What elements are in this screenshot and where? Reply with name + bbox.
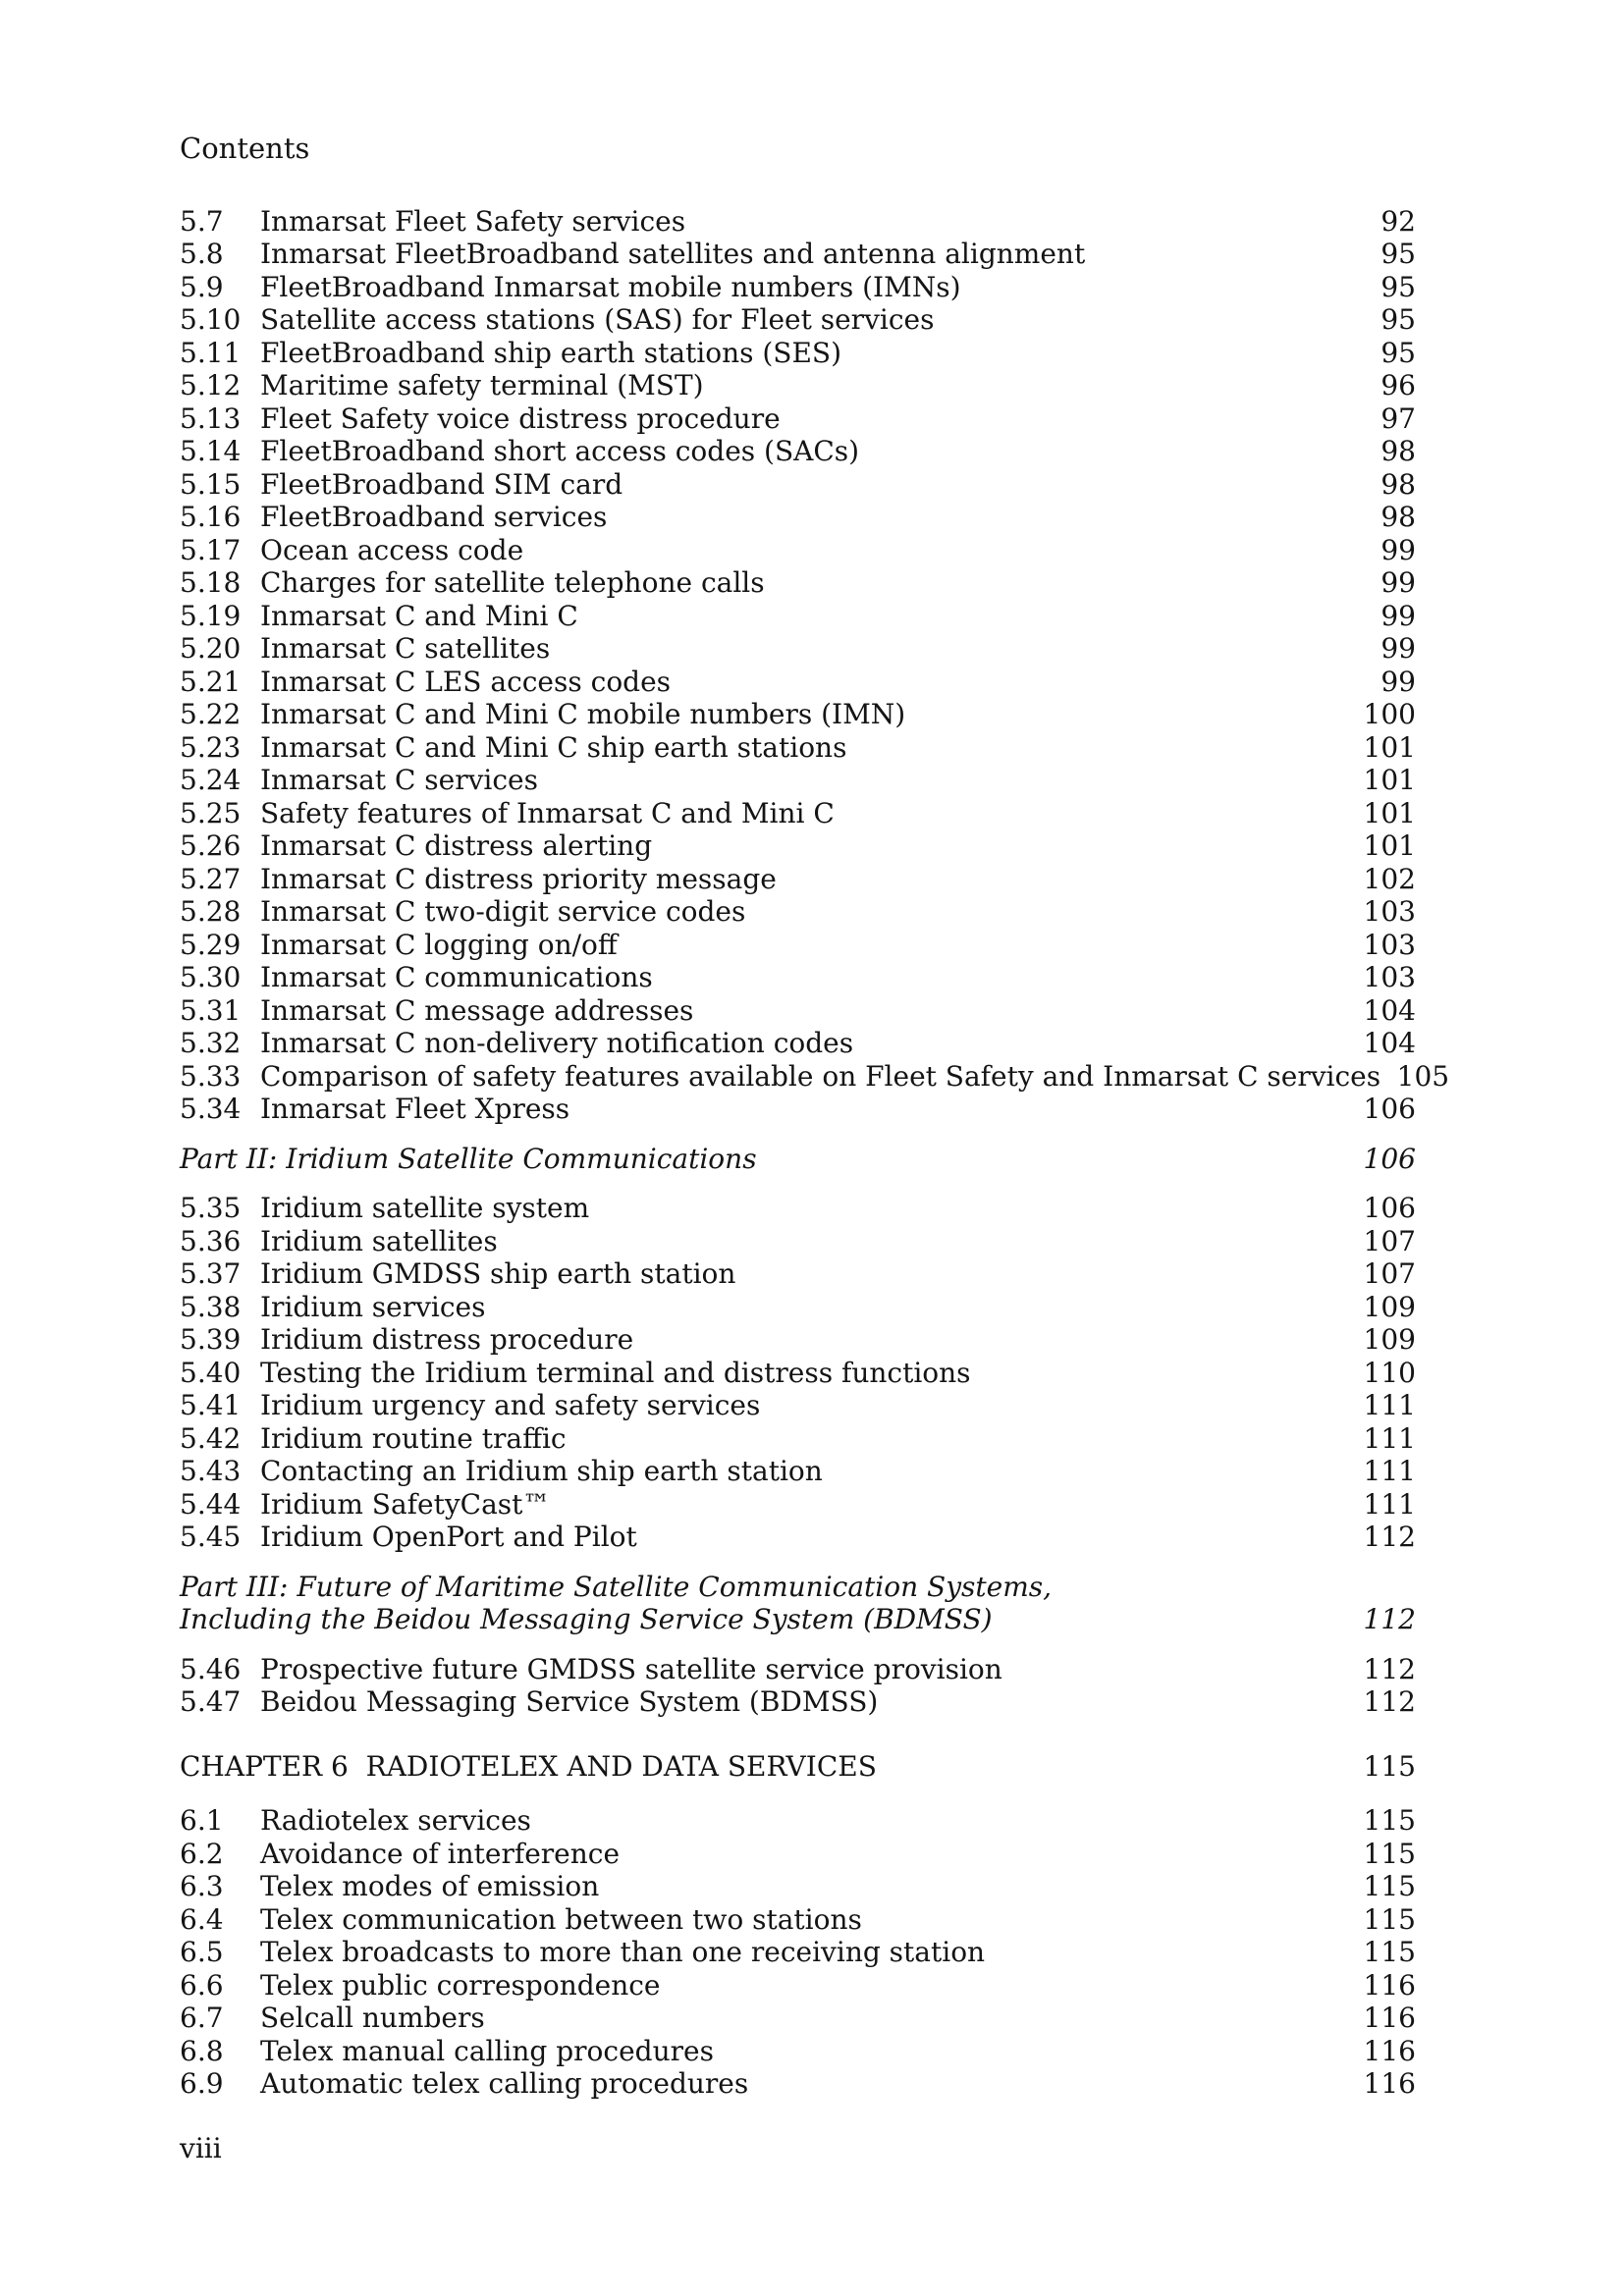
toc-entry [180,1225,1416,1258]
toc-entry-number: 6.3 [180,1870,224,1902]
toc-entry [180,1804,1416,1838]
toc-chapter-heading-title: CHAPTER 6 RADIOTELEX AND DATA SERVICES [180,1749,877,1783]
toc-entry-page: 116 [1363,2034,1416,2067]
toc-entry-number: 5.44 [180,1487,242,1521]
toc-entry-number: 5.36 [180,1224,242,1257]
toc-entry-page: 115 [1363,1804,1416,1837]
toc-entry-number: 5.12 [180,369,242,401]
toc-part-heading-page: 112 [1363,1603,1416,1635]
toc-part-heading-page: 106 [1363,1142,1416,1175]
toc-entry-page: 110 [1363,1356,1416,1389]
toc-entry-title: Inmarsat C distress alerting [260,829,653,862]
toc-entry-number: 5.15 [180,467,242,501]
toc-entry-number: 6.6 [180,1968,224,2002]
toc-entry-page: 105 [1396,1059,1450,1093]
toc-entry-page: 92 [1380,204,1416,238]
toc-entry [180,1323,1416,1357]
toc-part-heading-title [180,1571,1347,1636]
toc-entry-title: Inmarsat C distress priority message [260,862,777,895]
toc-entry [180,1422,1416,1456]
toc-entry-title: FleetBroadband services [260,501,608,533]
toc-entry [180,994,1416,1028]
toc-entry-title: Safety features of Inmarsat C and Mini C [260,796,835,829]
toc-entry [180,698,1416,731]
toc-entry-title: Inmarsat C logging on/off [260,928,618,961]
toc-entry [180,1521,1416,1554]
toc-entry-title: Ocean access code [260,533,524,566]
toc-entry-number: 6.1 [180,1804,224,1837]
toc-entry-title: Satellite access stations (SAS) for Fleet services [260,303,935,336]
toc-entry-title: Inmarsat Fleet Safety services [260,204,686,238]
toc-entry-page: 103 [1363,928,1416,961]
toc-entry-page: 116 [1363,2067,1416,2100]
toc-entry [180,863,1416,896]
toc-entry-number: 5.46 [180,1652,242,1685]
toc-entry-title: Inmarsat C and Mini C [260,599,578,632]
toc-entry-number: 5.8 [180,238,224,270]
toc-entry [180,797,1416,830]
toc-entry-title: Contacting an Iridium ship earth station [260,1455,823,1487]
toc-entry-title: Iridium routine traffic [260,1421,567,1455]
toc-entry-title: Inmarsat C non-delivery notification codes [260,1027,854,1059]
toc-entry [180,1357,1416,1390]
toc-entry-page: 115 [1363,1837,1416,1870]
toc-entry-title: Avoidance of interference [260,1837,621,1870]
toc-entry [180,929,1416,962]
toc-entry-page: 106 [1363,1093,1416,1125]
toc-entry-page: 103 [1363,895,1416,928]
toc-entry-page: 115 [1363,1936,1416,1968]
toc-entry-title: Iridium urgency and safety services [260,1389,761,1421]
toc-entry-number: 5.29 [180,928,242,961]
toc-entry-page: 111 [1363,1389,1416,1421]
toc-part-heading-title [180,1143,1347,1176]
toc-entry-title: Radiotelex services [260,1804,531,1837]
toc-entry-title: Telex modes of emission [260,1870,600,1902]
toc-entry-page: 116 [1363,2002,1416,2034]
toc-entry-title: FleetBroadband Inmarsat mobile numbers (IMNs) [260,270,961,303]
toc-entry [180,731,1416,765]
toc-entry [180,1059,1450,1094]
toc-entry-title: Inmarsat C and Mini C ship earth stations [260,730,847,764]
toc-entry [180,501,1416,534]
toc-entry-number: 5.25 [180,796,242,829]
toc-entry-number: 5.22 [180,698,242,730]
toc-entry-page: 95 [1380,303,1416,336]
toc-entry [180,961,1416,994]
toc-entry [180,829,1416,863]
toc-entry-title: Comparison of safety features available on Fleet Safety and Inmarsat C services [260,1059,1381,1093]
toc-entry-number: 5.43 [180,1455,242,1487]
toc-entry-page: 99 [1380,665,1416,698]
toc-entry-page: 111 [1363,1487,1416,1521]
toc-entry-number: 5.18 [180,566,242,599]
toc-entry [180,1455,1416,1488]
toc-entry-page: 115 [1363,1870,1416,1902]
toc-entry-page: 111 [1363,1421,1416,1455]
toc-entry-title: Inmarsat Fleet Xpress [260,1093,570,1125]
toc-entry [180,337,1416,370]
toc-entry-number: 5.20 [180,632,242,665]
toc-chapter-heading [180,1750,1416,1784]
toc-entry-title: Inmarsat C and Mini C mobile numbers (IMN) [260,698,906,730]
toc-entry-page: 103 [1363,961,1416,993]
toc-entry-page: 116 [1363,1968,1416,2002]
toc-entry-title: Maritime safety terminal (MST) [260,369,704,401]
toc-entry-page: 112 [1363,1685,1416,1718]
toc-entry-number: 5.27 [180,862,242,895]
toc-entry [180,534,1416,567]
toc-entry-title: Iridium satellites [260,1224,498,1257]
toc-entry-page: 96 [1380,369,1416,401]
toc-entry [180,566,1416,600]
toc-entry-number: 5.39 [180,1323,242,1356]
toc-entry-title: Iridium OpenPort and Pilot [260,1521,637,1553]
toc-entry-number: 5.38 [180,1290,242,1323]
toc-entry [180,1093,1416,1126]
toc-entry-page: 95 [1380,238,1416,270]
toc-entry-number: 5.30 [180,961,242,993]
toc-entry [180,1685,1416,1719]
toc-entry [180,2002,1416,2035]
page-number-footer: viii [180,2131,222,2164]
toc-entry [180,1488,1416,1522]
toc-entry [180,435,1416,468]
toc-entry-title: Fleet Safety voice distress procedure [260,401,781,435]
toc-entry-page: 98 [1380,467,1416,501]
toc-entry-title: FleetBroadband ship earth stations (SES) [260,336,842,369]
toc-entry-title: Iridium services [260,1290,486,1323]
toc-entry-number: 6.9 [180,2067,224,2100]
toc-entry-number: 5.10 [180,303,242,336]
toc-entry-title: Iridium SafetyCast™ [260,1487,551,1521]
toc-entry [180,1870,1416,1903]
toc-entry [180,2067,1416,2101]
toc-part-heading-line: Part II: Iridium Satellite Communications [180,1142,757,1175]
toc-entry-title: Telex broadcasts to more than one receiving station [260,1936,986,1968]
toc-entry-page: 97 [1380,401,1416,435]
toc-entry-page: 115 [1363,1902,1416,1936]
toc-entry-number: 5.47 [180,1685,242,1718]
toc-entry [180,271,1416,304]
toc-entry-number: 5.42 [180,1421,242,1455]
toc-entry [180,1389,1416,1422]
toc-entry-number: 5.17 [180,533,242,566]
toc-entry-number: 5.40 [180,1356,242,1389]
toc-entry-number: 6.7 [180,2002,224,2034]
toc-entry [180,1027,1416,1060]
toc-entry [180,1903,1416,1937]
toc-entry-number: 5.16 [180,501,242,533]
toc-entry-number: 5.35 [180,1192,242,1224]
toc-entry-title: Inmarsat FleetBroadband satellites and antenna alignment [260,238,1086,270]
toc-entry-page: 100 [1363,698,1416,730]
toc-entry-title: Inmarsat C services [260,764,538,796]
toc-entry-title: Automatic telex calling procedures [260,2067,749,2100]
toc-part-heading-line: Including the Beidou Messaging Service System (BDMSS) [180,1603,993,1635]
toc-entry-title: Selcall numbers [260,2002,485,2034]
toc-entry-number: 5.37 [180,1257,242,1290]
toc-entry-title: Inmarsat C two-digit service codes [260,895,746,928]
toc-entry-page: 111 [1363,1455,1416,1487]
toc-entry-page: 102 [1363,862,1416,895]
toc-entry-page: 98 [1380,435,1416,467]
toc-entry-number: 5.14 [180,435,242,467]
toc-list [180,204,1450,2101]
toc-entry-page: 106 [1363,1192,1416,1224]
toc-entry-page: 109 [1363,1290,1416,1323]
toc-entry [180,402,1416,436]
toc-entry [180,369,1416,402]
toc-entry [180,1653,1416,1686]
toc-entry [180,238,1416,271]
toc-entry [180,1838,1416,1871]
toc-entry [180,600,1416,633]
toc-entry-number: 5.21 [180,665,242,698]
toc-entry-number: 6.8 [180,2034,224,2067]
toc-entry-title: FleetBroadband short access codes (SACs) [260,435,860,467]
toc-entry-number: 5.33 [180,1059,242,1093]
toc-entry-page: 99 [1380,566,1416,599]
toc-entry-number: 5.41 [180,1389,242,1421]
toc-entry-number: 5.31 [180,993,242,1027]
toc-entry [180,2035,1416,2068]
toc-entry-page: 98 [1380,501,1416,533]
toc-entry [180,468,1416,502]
toc-entry-title: Inmarsat C satellites [260,632,551,665]
toc-entry-number: 5.34 [180,1093,242,1125]
toc-entry-page: 101 [1363,796,1416,829]
toc-entry [180,1936,1416,1969]
toc-entry-page: 104 [1363,1027,1416,1059]
toc-entry-number: 6.2 [180,1837,224,1870]
toc-entry [180,1969,1416,2002]
toc-entry-page: 112 [1363,1521,1416,1553]
toc-part-heading [180,1571,1416,1636]
toc-entry-number: 5.26 [180,829,242,862]
toc-entry-title: Charges for satellite telephone calls [260,566,765,599]
toc-entry-number: 5.11 [180,336,242,369]
toc-entry [180,303,1416,337]
toc-entry-number: 5.45 [180,1521,242,1553]
toc-entry-title: Telex manual calling procedures [260,2034,714,2067]
toc-entry-page: 101 [1363,764,1416,796]
toc-entry-number: 5.24 [180,764,242,796]
toc-entry [180,1257,1416,1291]
toc-entry-title: FleetBroadband SIM card [260,467,623,501]
toc-entry-page: 109 [1363,1323,1416,1356]
toc-entry [180,764,1416,797]
toc-entry-page: 99 [1380,632,1416,665]
toc-chapter-heading-page: 115 [1363,1749,1416,1783]
toc-entry-title: Prospective future GMDSS satellite service provision [260,1652,1002,1685]
toc-entry-page: 101 [1363,829,1416,862]
toc-entry-page: 107 [1363,1257,1416,1290]
toc-entry-title: Iridium distress procedure [260,1323,634,1356]
toc-entry-number: 6.4 [180,1902,224,1936]
toc-entry-number: 5.9 [180,270,224,303]
toc-entry-title: Telex communication between two stations [260,1902,862,1936]
toc-entry-title: Testing the Iridium terminal and distress functions [260,1356,971,1389]
toc-part-heading [180,1143,1416,1176]
toc-entry-title: Inmarsat C communications [260,961,653,993]
toc-entry-title: Beidou Messaging Service System (BDMSS) [260,1685,879,1718]
toc-entry-page: 112 [1363,1652,1416,1685]
toc-part-heading-line: Part III: Future of Maritime Satellite Communication Systems, [180,1570,1053,1603]
toc-entry-page: 95 [1380,270,1416,303]
toc-entry-title: Iridium satellite system [260,1192,590,1224]
toc-entry-number: 5.28 [180,895,242,928]
toc-entry-title: Inmarsat C message addresses [260,993,694,1027]
toc-entry-number: 5.32 [180,1027,242,1059]
toc-entry-number: 6.5 [180,1936,224,1968]
toc-entry-title: Iridium GMDSS ship earth station [260,1257,736,1290]
toc-entry [180,895,1416,929]
toc-entry-page: 95 [1380,336,1416,369]
toc-entry-title: Inmarsat C LES access codes [260,665,672,698]
toc-entry-page: 99 [1380,599,1416,632]
toc-entry-number: 5.23 [180,730,242,764]
toc-entry [180,666,1416,699]
toc-entry [180,632,1416,666]
toc-entry-title: Telex public correspondence [260,1968,661,2002]
toc-entry [180,205,1416,239]
toc-entry-number: 5.7 [180,204,224,238]
page-title: Contents [180,132,310,165]
toc-entry-page: 104 [1363,993,1416,1027]
toc-entry-page: 99 [1380,533,1416,566]
toc-entry [180,1291,1416,1324]
toc-entry-number: 5.19 [180,599,242,632]
toc-entry-page: 107 [1363,1224,1416,1257]
toc-entry-number: 5.13 [180,401,242,435]
toc-entry-page: 101 [1363,730,1416,764]
toc-entry [180,1192,1416,1225]
